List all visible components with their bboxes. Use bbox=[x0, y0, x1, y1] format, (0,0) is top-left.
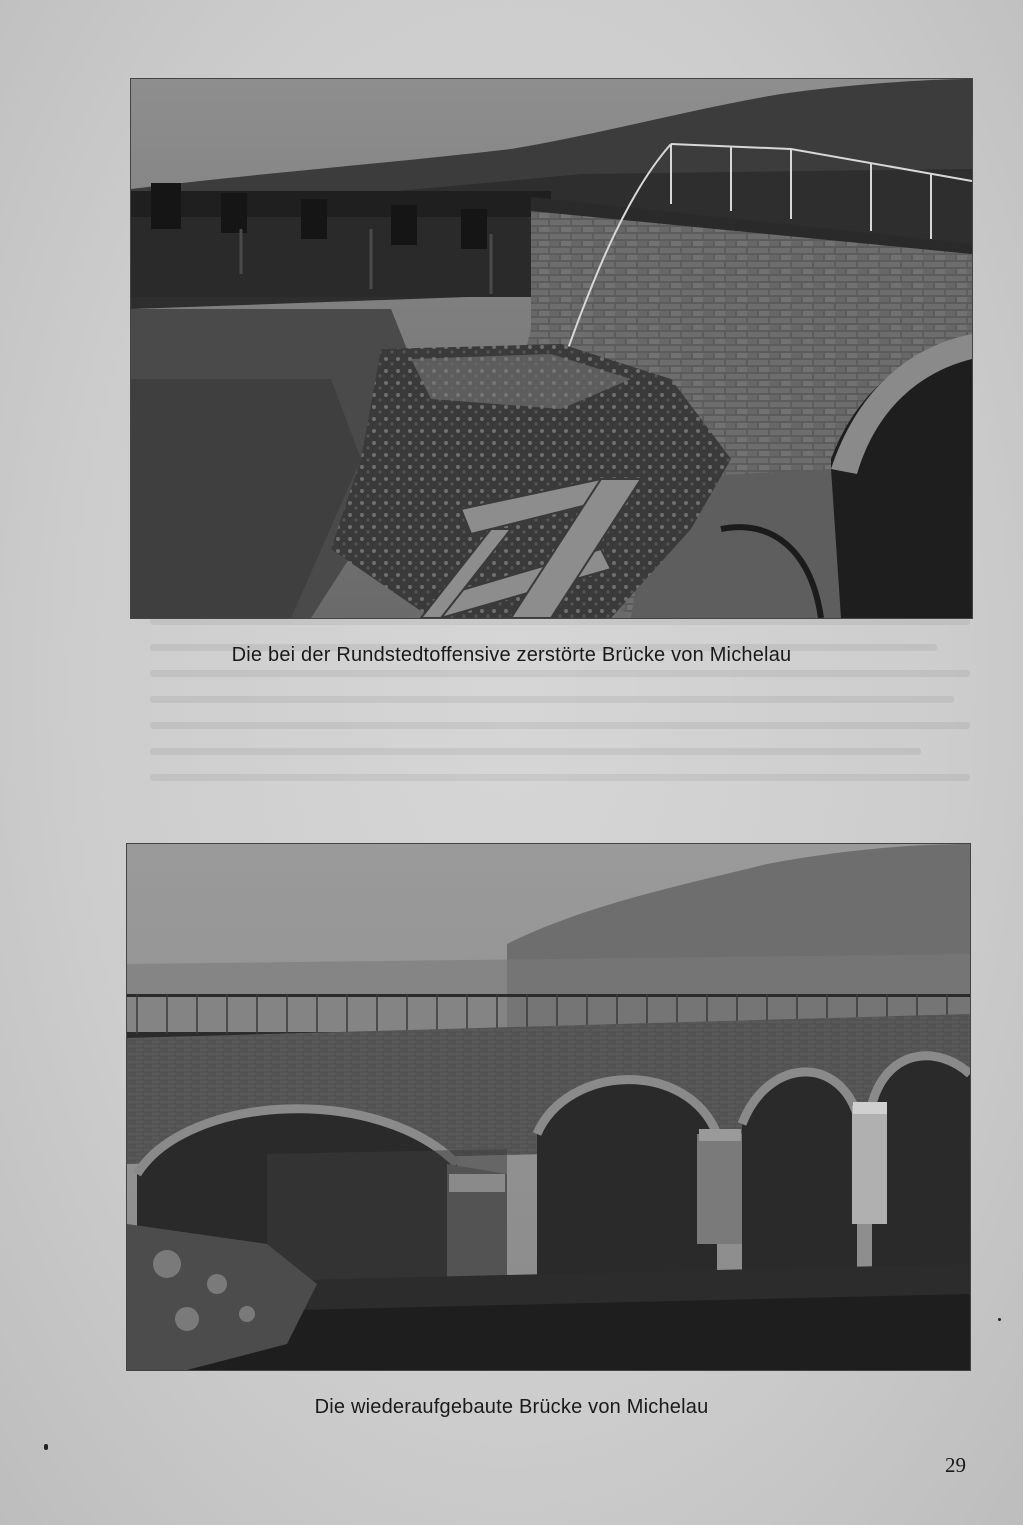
destroyed-bridge-photo bbox=[131, 79, 972, 618]
ink-speck bbox=[44, 1444, 48, 1450]
rebuilt-bridge-photo bbox=[127, 844, 970, 1370]
ink-speck bbox=[998, 1318, 1001, 1321]
photo-caption-rebuilt: Die wiederaufgebaute Brücke von Michelau bbox=[314, 1396, 709, 1418]
page-number: 29 bbox=[945, 1453, 966, 1477]
photo-caption-destroyed: Die bei der Rundstedtoffensive zerstörte Brücke von Michelau bbox=[231, 644, 792, 666]
